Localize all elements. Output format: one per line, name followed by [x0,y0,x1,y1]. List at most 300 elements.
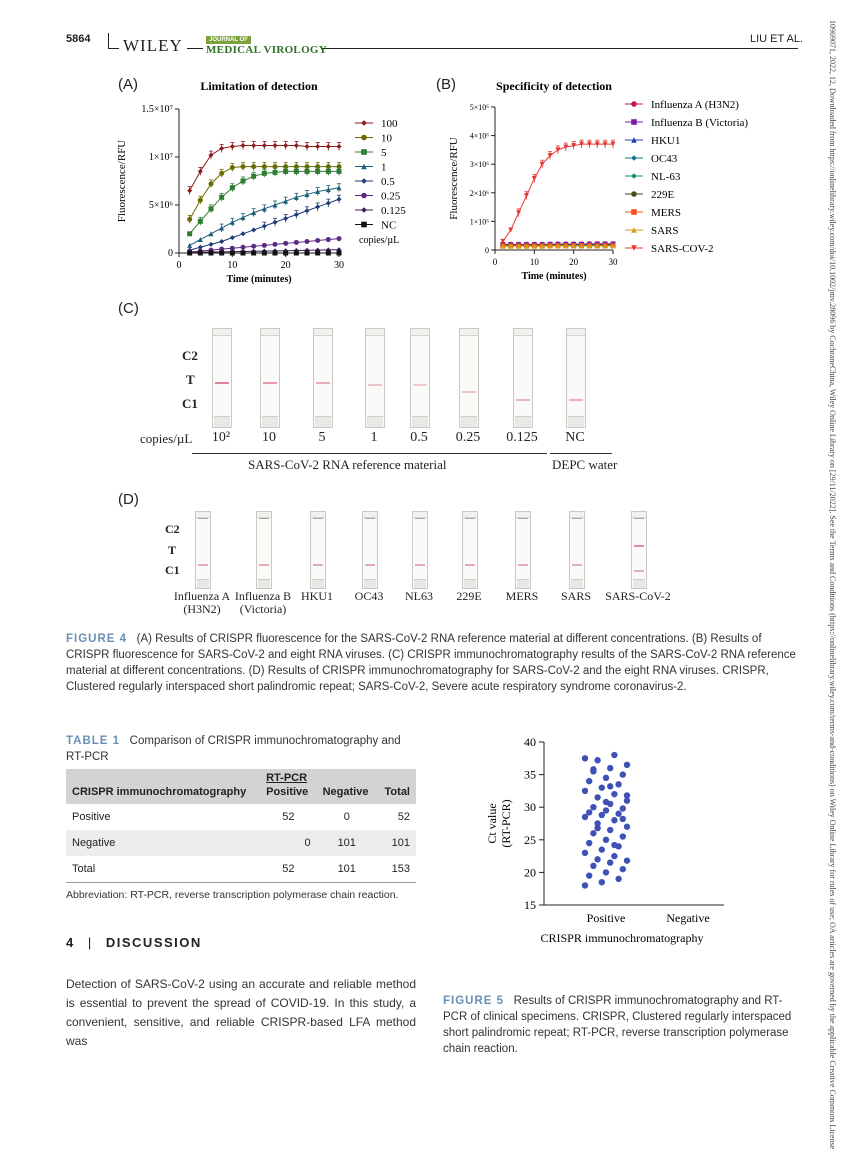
strip-cap [261,329,279,336]
table-cell: 0 [260,830,316,856]
data-point [273,170,278,175]
legend-label: 100 [381,118,398,130]
data-point [251,244,256,249]
data-point [631,101,637,107]
data-point [315,204,320,209]
data-point [624,762,630,768]
strip-cap [213,329,231,336]
data-point [209,251,214,256]
panel-c-label: (C) [118,300,139,317]
data-point [620,833,626,839]
data-point [631,191,637,197]
data-point [315,144,320,149]
strip-foot [464,579,476,588]
y-tick-label: 25 [524,833,536,847]
data-point [631,173,637,179]
table-cell: 52 [377,804,416,830]
legend-label: 5 [381,147,387,159]
data-point [611,817,617,823]
x-tick-label: 0 [177,260,182,271]
data-point [586,840,592,846]
group2-label: DEPC water [552,457,617,473]
data-point [620,866,626,872]
strip-virus-label: MERS [481,590,563,603]
data-point [326,237,331,242]
data-point [599,846,605,852]
y-axis-label: Fluorescence/RFU [116,140,128,223]
legend-title: copies/µL [359,235,399,246]
data-point [230,165,235,170]
strip-virus-label: SARS-CoV-2 [597,590,679,603]
data-point [624,792,630,798]
data-point [219,226,224,231]
table-cell: 101 [317,856,377,883]
data-point [615,876,621,882]
data-point [305,169,310,174]
control-band [259,564,269,566]
panel-a-label: (A) [118,76,138,93]
data-point [241,231,246,236]
data-point [361,207,367,213]
data-point [273,203,278,208]
table1-footnote: Abbreviation: RT-PCR, reverse transcription polymerase chain reaction. [66,889,416,901]
strip-foot [367,416,383,427]
data-point [615,811,621,817]
data-point [305,144,310,149]
table-cell: 0 [317,804,377,830]
data-point [230,251,235,256]
table1-col2: Negative [317,784,377,804]
data-point [607,783,613,789]
legend-label: Influenza A (H3N2) [651,99,739,111]
x-axis-label: CRISPR immunochromatography [541,931,704,945]
figure5-caption [443,993,803,1057]
y-tick-label: 0 [168,248,173,259]
data-point [294,251,299,256]
data-point [198,219,203,224]
strip-foot [312,579,324,588]
data-point [230,235,235,240]
figure5-caption-label: FIGURE 5 [443,995,504,1007]
x-tick-label: 10 [227,260,237,271]
strip-foot [262,416,278,427]
chart-title: Specificity of detection [496,79,612,93]
table-cell: Total [66,856,260,883]
data-point [219,239,224,244]
data-point [187,217,192,222]
running-authors: LIU ET AL. [750,33,803,45]
strip-foot [412,416,428,427]
x-tick-label: 20 [281,260,291,271]
data-point [337,169,342,174]
table1-col1: Positive [260,784,316,804]
strip-foot [633,579,645,588]
x-tick-label: 30 [334,260,344,271]
test-strip [365,328,385,428]
legend-label: Influenza B (Victoria) [651,117,748,129]
data-point [607,859,613,865]
strip-label-c1-d: C1 [165,563,180,578]
legend-label: SARS [651,225,679,237]
y-tick-label: 3×10⁶ [470,160,490,169]
data-point [607,827,613,833]
group1-rule [192,453,547,454]
y-tick-label: 30 [524,800,536,814]
figure4-caption-text: (A) Results of CRISPR fluorescence for the SARS-CoV-2 RNA reference material at different concentrations. (B) Results of CRISPR fluorescence for SARS-CoV-2 and eight RNA viruses. (C) CRISPR immunochromatography results of the SARS-CoV-2 RNA reference material at different concentrations. (D) Results of CRISPR immunochromatography for SARS-CoV-2 and the eight RNA viruses. CRISPR, Clustered regularly interspaced short palindromic repeat; SARS-CoV-2, Severe acute respiratory syndrome coronavirus-2. [66,633,796,693]
data-point [315,251,320,256]
chart-limitation-of-detection [115,76,435,291]
data-point [361,178,367,184]
data-point [361,193,367,199]
journal-logo-bottom: MEDICAL VIROLOGY [206,44,327,56]
strip-cap [514,329,532,336]
data-point [305,208,310,213]
data-point [361,149,367,155]
strip-label-c1: C1 [182,396,198,412]
data-point [586,872,592,878]
table-cell: 52 [260,856,316,883]
data-point [603,837,609,843]
strip-foot [214,416,230,427]
strip-foot [414,579,426,588]
test-band [634,545,644,547]
data-point [590,766,596,772]
data-point [283,143,288,148]
test-strip [462,511,478,589]
data-point [624,857,630,863]
data-point [594,757,600,763]
section-number: 4 [66,935,75,950]
table-cell: Negative [66,830,260,856]
data-point [603,869,609,875]
control-band [465,518,475,519]
strip-virus-label: OC43 [328,590,410,603]
data-point [590,863,596,869]
test-strip [412,511,428,589]
y-axis-label: Fluorescence/RFU [448,137,460,220]
data-point [273,143,278,148]
strip-foot [258,579,270,588]
data-point [315,238,320,243]
data-point [294,212,299,217]
strip-foot [568,416,584,427]
strip-label-t: T [186,372,195,388]
data-point [611,842,617,848]
strip-concentration-label: 1 [353,430,395,446]
data-point [582,850,588,856]
chart-title: Limitation of detection [200,79,318,93]
strip-concentration-label: 10 [248,430,290,446]
y-tick-label: 35 [524,768,536,782]
data-point [305,251,310,256]
control-band [415,564,425,566]
data-point [262,251,267,256]
strip-foot [197,579,209,588]
data-point [187,188,192,193]
data-point [230,144,235,149]
strip-virus-label: HKU1 [276,590,358,603]
data-point [273,251,278,256]
data-point [241,164,246,169]
test-strip [459,328,479,428]
data-point [590,804,596,810]
x-axis-label: Time (minutes) [226,274,291,285]
data-point [631,155,637,161]
data-point [262,143,267,148]
table-row [66,804,416,830]
strip-concentration-label: 0.25 [447,430,489,446]
header-divider [108,33,109,49]
data-point [361,120,367,126]
data-point [209,181,214,186]
legend-label: SARS-COV-2 [651,243,714,255]
strip-cap [567,329,585,336]
strip-concentration-label: 0.5 [398,430,440,446]
test-strip [260,328,280,428]
y-axis-label: Ct value [485,803,499,843]
data-point [198,169,203,174]
test-band [368,384,382,386]
data-point [615,781,621,787]
data-point [187,243,192,248]
data-point [198,251,203,256]
y-tick-label: 1×10⁷ [149,152,174,163]
test-strip [410,328,430,428]
copies-row-label: copies/µL [140,431,192,447]
data-point [230,220,235,225]
y-tick-label: 15 [524,898,536,912]
data-point [283,169,288,174]
data-point [611,853,617,859]
x-category-label: Negative [666,911,709,925]
test-strip [631,511,647,589]
data-point [262,243,267,248]
data-point [241,215,246,220]
data-point [631,119,637,125]
data-point [590,830,596,836]
test-band [413,384,427,386]
data-point [326,144,331,149]
control-band [572,518,582,519]
x-tick-label: 10 [530,257,540,267]
data-point [251,143,256,148]
data-point [294,169,299,174]
data-point [219,146,224,151]
table1-group-header: RT-PCR [260,769,416,784]
data-point [305,239,310,244]
strip-foot [571,579,583,588]
data-point [219,171,224,176]
strip-cap [460,329,478,336]
data-point [586,778,592,784]
data-point [187,231,192,236]
test-strip [313,328,333,428]
table1-col3: Total [377,784,416,804]
legend-label: 10 [381,133,393,145]
test-band [263,382,277,384]
control-band [518,564,528,566]
data-point [599,784,605,790]
chart-ct-value-scatter [480,728,740,953]
strip-foot [517,579,529,588]
table-cell: 52 [260,804,316,830]
group1-label: SARS-CoV-2 RNA reference material [248,457,446,473]
strip-foot [515,416,531,427]
legend-label: HKU1 [651,135,680,147]
data-point [209,153,214,158]
x-category-label: Positive [587,911,626,925]
journal-logo-top: JOURNAL OF [206,36,251,44]
control-band [259,518,269,519]
y-tick-label: 4×10⁶ [470,132,490,141]
control-band [365,518,375,519]
y-tick-label: 2×10⁶ [470,189,490,198]
data-point [603,775,609,781]
data-point [230,185,235,190]
data-point [361,135,367,141]
data-point [273,242,278,247]
data-point [594,856,600,862]
data-point [315,169,320,174]
data-point [624,824,630,830]
strip-foot [364,579,376,588]
panel-c-strips [120,320,640,480]
y-tick-label: 0 [485,246,489,255]
data-point [594,794,600,800]
data-point [337,236,342,241]
data-point [209,242,214,247]
legend-label: 229E [651,189,675,201]
panel-b-label: (B) [436,76,456,93]
test-band [215,382,229,384]
control-band [198,518,208,519]
data-point [337,144,342,149]
chart-specificity-of-detection [445,76,790,291]
data-point [283,241,288,246]
control-band [634,570,644,572]
strip-foot [315,416,331,427]
data-point [251,210,256,215]
data-point [294,240,299,245]
data-point [337,251,342,256]
data-point [209,231,214,236]
data-point [187,251,192,256]
data-point [326,251,331,256]
legend-label: MERS [651,207,681,219]
table1 [66,769,416,901]
data-point [532,176,537,181]
data-point [599,879,605,885]
strip-cap [411,329,429,336]
test-strip [515,511,531,589]
data-point [326,169,331,174]
data-point [241,143,246,148]
control-band [313,564,323,566]
table1-col0: CRISPR immunochromatography [66,784,260,804]
strip-label-t-d: T [168,543,176,558]
test-strip [212,328,232,428]
strip-foot [461,416,477,427]
strip-concentration-label: 5 [301,430,343,446]
data-point [273,220,278,225]
data-point [603,799,609,805]
data-point [620,805,626,811]
series-line [503,144,613,241]
legend-label: 0.125 [381,205,406,217]
data-point [198,237,203,242]
data-point [524,193,529,198]
strip-virus-label: Influenza A (H3N2) [161,590,243,616]
page-number: 5864 [66,33,90,45]
legend-label: OC43 [651,153,678,165]
y-tick-label: 40 [524,735,536,749]
strip-label-c2: C2 [182,348,198,364]
data-point [620,816,626,822]
test-strip [195,511,211,589]
data-point [251,227,256,232]
y-tick-label: 20 [524,865,536,879]
data-point [361,222,367,228]
legend-label: 0.25 [381,191,401,203]
data-point [262,171,267,176]
table-cell: Positive [66,804,260,830]
x-axis-label: Time (minutes) [521,271,586,282]
control-band [465,564,475,566]
figure4-caption-label: FIGURE 4 [66,633,127,645]
series-line [190,188,339,246]
data-point [594,825,600,831]
control-band [572,564,582,566]
table-cell: 101 [317,830,377,856]
data-point [582,755,588,761]
table-cell: 153 [377,856,416,883]
data-point [582,882,588,888]
test-strip [362,511,378,589]
data-point [607,765,613,771]
strip-virus-label: NL63 [378,590,460,603]
data-point [294,143,299,148]
data-point [251,164,256,169]
data-point [283,216,288,221]
group2-rule [550,453,612,454]
data-point [283,199,288,204]
strip-label-c2-d: C2 [165,522,180,537]
data-point [251,251,256,256]
data-point [262,224,267,229]
data-point [599,812,605,818]
data-point [209,206,214,211]
test-band [516,399,530,401]
data-point [516,210,521,215]
data-point [540,162,545,167]
y-tick-label: 5×10⁶ [470,103,490,112]
publisher-logo: WILEY [119,36,187,56]
control-band [198,564,208,566]
y-axis-label: (RT-PCR) [499,799,513,847]
control-band [313,518,323,519]
x-tick-label: 30 [609,257,619,267]
table1-title-text: Comparison of CRISPR immunochromatography and RT-PCR [66,735,401,763]
panel-d-strips [120,505,700,617]
strip-cap [366,329,384,336]
data-point [582,814,588,820]
data-point [251,174,256,179]
legend-label: 0.5 [381,176,395,188]
data-point [262,164,267,169]
data-point [337,197,342,202]
control-band [518,518,528,519]
control-band [415,518,425,519]
